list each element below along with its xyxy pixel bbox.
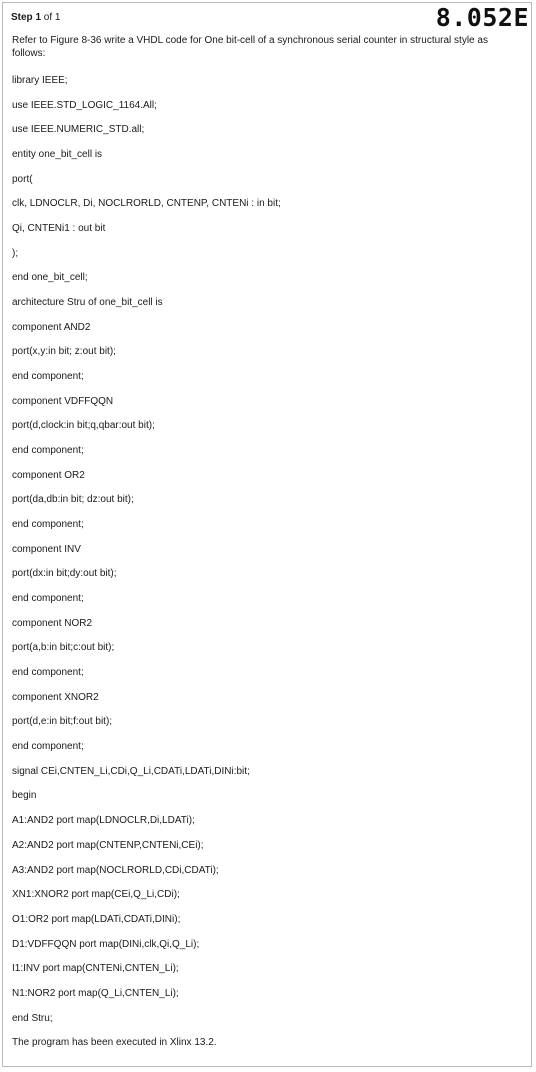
code-line: port(da,db:in bit; dz:out bit); xyxy=(12,494,134,506)
code-line: component NOR2 xyxy=(12,617,93,629)
code-line: use IEEE.NUMERIC_STD.all; xyxy=(12,124,145,136)
code-line: A2:AND2 port map(CNTENP,CNTENi,CEi); xyxy=(12,839,204,851)
code-line: port(x,y:in bit; z:out bit); xyxy=(12,346,116,358)
step-number: Step 1 xyxy=(11,12,42,23)
code-line: component XNOR2 xyxy=(12,691,99,703)
code-line: A3:AND2 port map(NOCLRORLD,CDi,CDATi); xyxy=(12,864,219,876)
code-line: component VDFFQQN xyxy=(12,395,114,407)
code-line: component OR2 xyxy=(12,469,85,481)
step-indicator xyxy=(11,12,60,23)
code-line: entity one_bit_cell is xyxy=(12,149,103,161)
step-total: of 1 xyxy=(43,12,61,23)
code-line: end component; xyxy=(12,519,84,531)
code-line: The program has been executed in Xlinx 13.2. xyxy=(12,1037,217,1049)
code-line: D1:VDFFQQN port map(DINi,clk,Qi,Q_Li); xyxy=(12,938,200,950)
panel-header xyxy=(11,3,533,33)
problem-statement: Refer to Figure 8-36 write a VHDL code for One bit-cell of a synchronous serial counter in structural style as follows: xyxy=(12,35,488,59)
code-line: end one_bit_cell; xyxy=(12,272,88,284)
vhdl-code-listing xyxy=(12,75,524,1062)
code-line: Qi, CNTENi1 : out bit xyxy=(12,223,106,235)
code-line: end component; xyxy=(12,667,84,679)
code-line: end component; xyxy=(12,445,84,457)
code-line: port(dx:in bit;dy:out bit); xyxy=(12,568,117,580)
code-line: architecture Stru of one_bit_cell is xyxy=(12,297,163,309)
code-line: end component; xyxy=(12,741,84,753)
code-line: library IEEE; xyxy=(12,75,68,86)
code-line: ); xyxy=(12,247,19,259)
code-line: port(d,e:in bit;f:out bit); xyxy=(12,716,113,728)
code-line: component AND2 xyxy=(12,321,91,333)
code-line: port(a,b:in bit;c:out bit); xyxy=(12,642,115,654)
code-line: component INV xyxy=(12,543,81,555)
code-line: port(d,clock:in bit;q,qbar:out bit); xyxy=(12,420,155,432)
code-line: A1:AND2 port map(LDNOCLR,Di,LDATi); xyxy=(12,815,195,827)
code-line: begin xyxy=(12,790,37,802)
watermark-stamp: 8.052E xyxy=(435,3,529,32)
code-line: I1:INV port map(CNTENi,CNTEN_Li); xyxy=(12,963,179,975)
code-line: end component; xyxy=(12,371,84,383)
code-line: clk, LDNOCLR, Di, NOCLRORLD, CNTENP, CNTENi : in bit; xyxy=(12,198,281,210)
code-line: O1:OR2 port map(LDATi,CDATi,DINi); xyxy=(12,913,181,925)
code-line: port( xyxy=(12,173,33,185)
code-line: use IEEE.STD_LOGIC_1164.All; xyxy=(12,99,157,111)
code-line: XN1:XNOR2 port map(CEi,Q_Li,CDi); xyxy=(12,889,180,901)
code-line: end component; xyxy=(12,593,84,605)
solution-panel xyxy=(2,2,532,1067)
code-line: end Stru; xyxy=(12,1012,53,1024)
code-line: signal CEi,CNTEN_Li,CDi,Q_Li,CDATi,LDATi,DINi:bit; xyxy=(12,765,250,777)
code-line: N1:NOR2 port map(Q_Li,CNTEN_Li); xyxy=(12,987,179,999)
